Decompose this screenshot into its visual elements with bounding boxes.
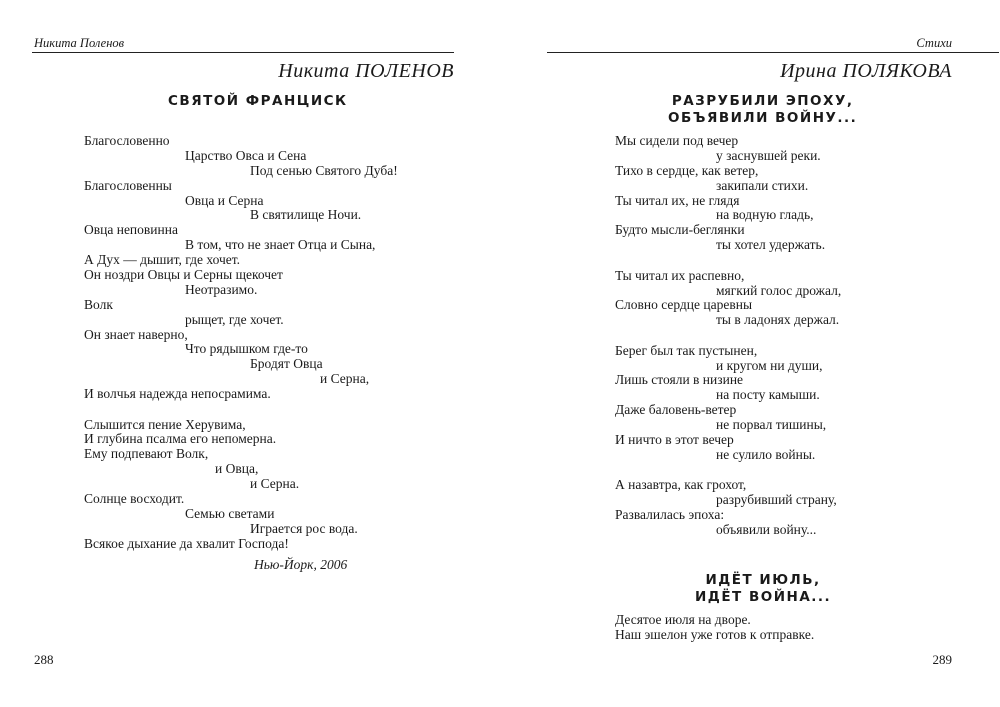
poem-title-2-line1: ИДЁТ ИЮЛЬ, xyxy=(705,572,821,588)
stanza-break xyxy=(615,463,841,479)
poem-line: и Овца, xyxy=(215,461,259,477)
poem-line: мягкий голос дрожал, xyxy=(716,282,842,298)
running-head-left: Никита Поленов xyxy=(34,36,125,50)
poem-line: Волк xyxy=(84,296,113,312)
poem-line: И глубина псалма его непомерна. xyxy=(84,431,277,447)
running-head-right: Стихи xyxy=(916,36,952,50)
poem-line: объявили войну... xyxy=(716,521,817,537)
poem-line: Бродят Овца xyxy=(250,356,323,372)
poem-line: Солнце восходит. xyxy=(84,490,185,506)
poem-line: Слышится пение Херувима, xyxy=(84,416,246,432)
poem-line: Неотразимо. xyxy=(185,281,258,297)
poem-line: А Дух — дышит, где хочет. xyxy=(84,252,241,268)
poem-line: рыщет, где хочет. xyxy=(185,311,284,327)
poem-line: И ничто в этот вечер xyxy=(615,432,734,448)
poem-lines-2 xyxy=(615,613,814,643)
poem-line: Будто мысли-беглянки xyxy=(615,222,745,238)
poem-line: и кругом ни души, xyxy=(716,357,823,373)
poem-title-1-line1: РАЗРУБИЛИ ЭПОХУ, xyxy=(671,93,854,109)
poem-line: Овца неповинна xyxy=(84,222,178,238)
poem-line: Овца и Серна xyxy=(185,192,264,208)
poem-line: Под сенью Святого Дуба! xyxy=(250,162,398,178)
poem-line: Мы сидели под вечер xyxy=(615,133,739,148)
poem-line: Ему подпевают Волк, xyxy=(84,446,209,462)
poem-line: В том, что не знает Отца и Сына, xyxy=(185,237,376,253)
author-name-left: Никита ПОЛЕНОВ xyxy=(278,60,454,82)
right-page xyxy=(500,0,1000,707)
poem-line: Он знает наверно, xyxy=(84,326,188,342)
poem-line: закипали стихи. xyxy=(716,177,809,193)
poem-line: Всякое дыхание да хвалит Господа! xyxy=(84,535,289,551)
poem-line: Благословенны xyxy=(84,177,172,193)
poem-line: у заснувшей реки. xyxy=(716,147,821,163)
poem-line: разрубивший страну, xyxy=(716,492,837,508)
poem-lines-1 xyxy=(615,134,841,538)
poem-line: А назавтра, как грохот, xyxy=(615,477,747,493)
poem-line: на водную гладь, xyxy=(716,207,814,223)
poem-line: ты в ладонях держал. xyxy=(716,312,840,328)
page-number-right: 289 xyxy=(932,652,952,667)
poem-line: ты хотел удержать. xyxy=(716,237,826,253)
author-name-right: Ирина ПОЛЯКОВА xyxy=(780,60,952,82)
stanza-break xyxy=(615,253,841,269)
poem-line: Тихо в сердце, как ветер, xyxy=(615,162,759,178)
poem-title-2-line2: ИДЁТ ВОЙНА... xyxy=(695,589,832,605)
poem-line: Семью светами xyxy=(185,505,275,521)
stanza-break xyxy=(84,402,398,418)
poem-line: Словно сердце царевны xyxy=(615,297,753,313)
poem-line: на посту камыши. xyxy=(716,387,820,403)
poem-title-1 xyxy=(668,93,857,127)
poem-line: и Серна. xyxy=(250,476,300,492)
poem-line: Царство Овса и Сена xyxy=(185,147,307,163)
poem-line: Ты читал их, не глядя xyxy=(615,192,740,208)
poem-line: и Серна, xyxy=(320,371,370,387)
poem-line: не сулило войны. xyxy=(716,446,816,462)
poem-line: Он ноздри Овцы и Серны щекочет xyxy=(84,267,283,283)
header-rule-left xyxy=(32,52,454,53)
poem-line: Развалилась эпоха: xyxy=(615,507,725,523)
poem-line: Благословенно xyxy=(84,133,170,148)
signature: Нью-Йорк, 2006 xyxy=(254,557,348,572)
poem-lines-left xyxy=(84,134,398,552)
poem-line: Что рядышком где-то xyxy=(185,341,308,357)
poem-title-left: СВЯТОЙ ФРАНЦИСК xyxy=(168,93,348,109)
poem-line: Наш эшелон уже готов к отправке. xyxy=(615,626,815,642)
poem-line: В святилище Ночи. xyxy=(250,207,362,223)
poem-line: Лишь стояли в низине xyxy=(615,372,744,388)
poem-title-2 xyxy=(695,572,831,606)
stanza-break xyxy=(615,328,841,344)
poem-line: И волчья надежда непосрамима. xyxy=(84,386,271,402)
poem-line: Играется рос вода. xyxy=(250,520,358,536)
poem-line: Ты читал их распевно, xyxy=(615,267,745,283)
poem-line: Десятое июля на дворе. xyxy=(615,612,751,627)
page-number-left: 288 xyxy=(34,652,54,667)
header-rule-right xyxy=(547,52,999,53)
poem-title-1-line2: ОБЪЯВИЛИ ВОЙНУ... xyxy=(668,110,858,126)
poem-line: Берег был так пустынен, xyxy=(615,342,758,358)
poem-line: Даже баловень-ветер xyxy=(615,402,737,418)
poem-line: не порвал тишины, xyxy=(716,417,827,433)
